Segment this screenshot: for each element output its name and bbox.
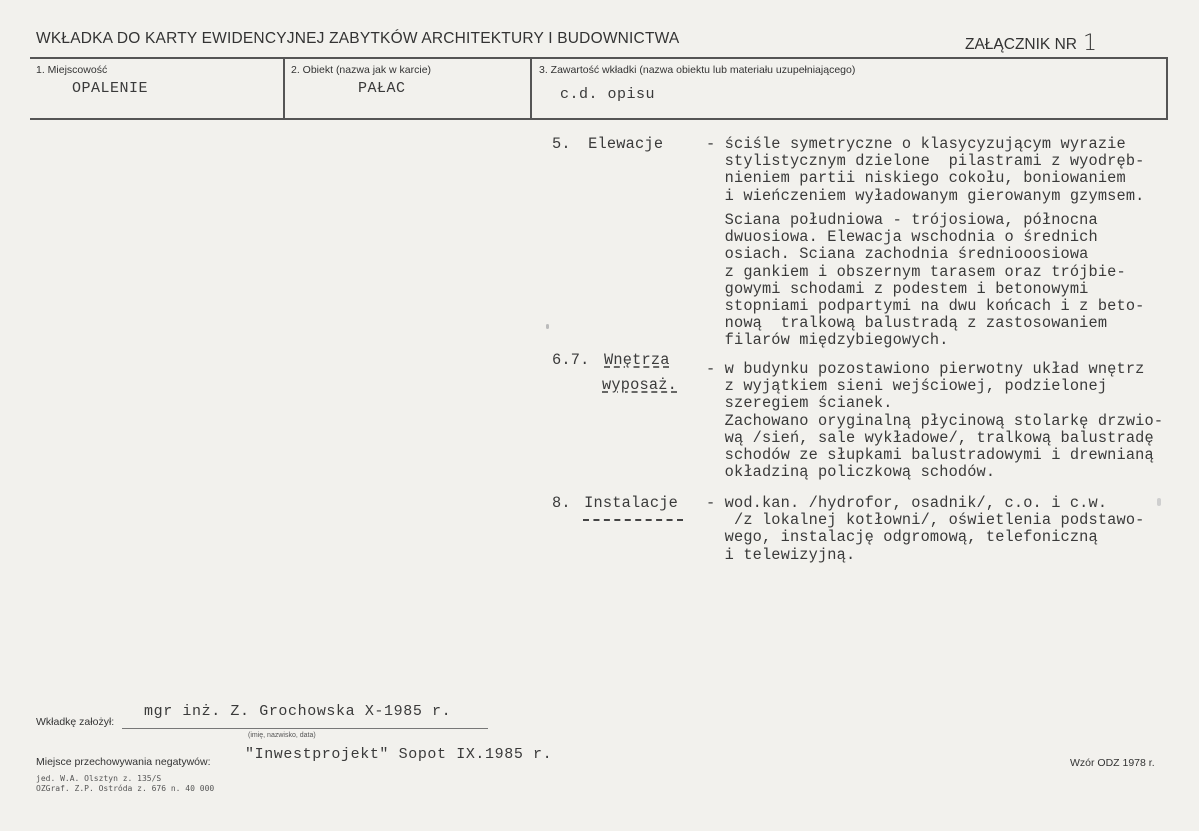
section-5-paragraph-2: Sciana południowa - trójosiowa, północna dwuosiowa. Elewacja wschodnia o średnich osiach. Sciana zachodnia średniooosiowa z gankiem i obszernym tarasem oraz trójbie- gowymi schodami z podestem i betonowymi stopniami podpartymi na dwu końcach i z beto- nową tralkową balustradą z zastosowaniem filarów międzybiegowych. [724,211,1145,350]
section-5-title: Elewacje [588,135,664,153]
section-8-dash-underline [583,519,683,521]
created-by-line [122,728,488,729]
card-title: WKŁADKA DO KARTY EWIDENCYJNEJ ZABYTKÓW ARCHITEKTURY I BUDOWNICTWA [36,30,680,47]
section-5-number: 5. [552,135,571,153]
fields-bottom-rule [30,118,1168,120]
negatives-label: Miejsce przechowywania negatywów: [36,756,211,768]
negatives-value: "Inwestprojekt" Sopot IX.1985 r. [245,746,553,763]
locality-value: OPALENIE [72,80,149,97]
print-info-line-2: OZGraf. Z.P. Ostróda z. 676 n. 40 000 [36,784,215,793]
section-67-number: 6.7. [552,351,590,369]
annex-heading [965,30,1097,55]
field-divider-2 [530,57,532,119]
section-67-title-line2: wyposaż. [602,376,678,394]
section-67-paragraph-1: - w budynku pozostawiono pierwotny układ wnętrz z wyjątkiem sieni wejściowej, podzielonej szeregiem ścianek. Zachowano oryginalną płycinową stolarkę drzwio- wą /sień, sale wykładowe/, tralkową balustradę schodów ze słupkami balustradowymi i drewnianą okładziną policzkową schodów. [706,360,1164,482]
created-by-value: mgr inż. Z. Grochowska X-1985 r. [144,703,452,720]
created-by-hint: (imię, nazwisko, data) [248,732,316,739]
field-divider-1 [283,57,285,119]
content-value: c.d. opisu [560,86,656,103]
field-divider-right [1166,57,1168,119]
object-value: PAŁAC [358,80,406,97]
section-8-heading [552,495,678,512]
annex-number: 1 [1082,31,1097,56]
section-8-paragraph-1: - wod.kan. /hydrofor, osadnik/, c.o. i c.w. /z lokalnej kotłowni/, oświetlenia podstawo- wego, instalację odgromową, telefoniczną i telewizyjną. [706,494,1145,564]
section-5-paragraph-1: - ściśle symetryczne o klasycyzującym wyrazie stylistycznym dzielone pilastrami z wyodręb- nieniem partii niskiego cokołu, boniowaniem i wieńczeniem wyładowanym gierowanym gzymsem. [706,135,1145,205]
created-by-label: Wkładkę założył: [36,716,115,728]
section-67-title: Wnętrza [604,351,670,369]
section-8-title: Instalacje [584,494,678,512]
print-info-line-1: jed. W.A. Olsztyn z. 135/S [36,774,162,783]
annex-label: ZAŁĄCZNIK NR [965,36,1077,53]
locality-label: 1. Miejscowość [36,64,108,76]
header-rule [30,57,1168,59]
content-label: 3. Zawartość wkładki (nazwa obiektu lub materiału uzupełniającego) [539,64,856,76]
section-8-number: 8. [552,494,571,512]
paper-speck [1157,498,1161,506]
paper-speck [546,324,549,329]
object-label: 2. Obiekt (nazwa jak w karcie) [291,64,432,76]
form-model: Wzór ODZ 1978 r. [1070,757,1155,769]
section-5-heading [552,136,663,153]
